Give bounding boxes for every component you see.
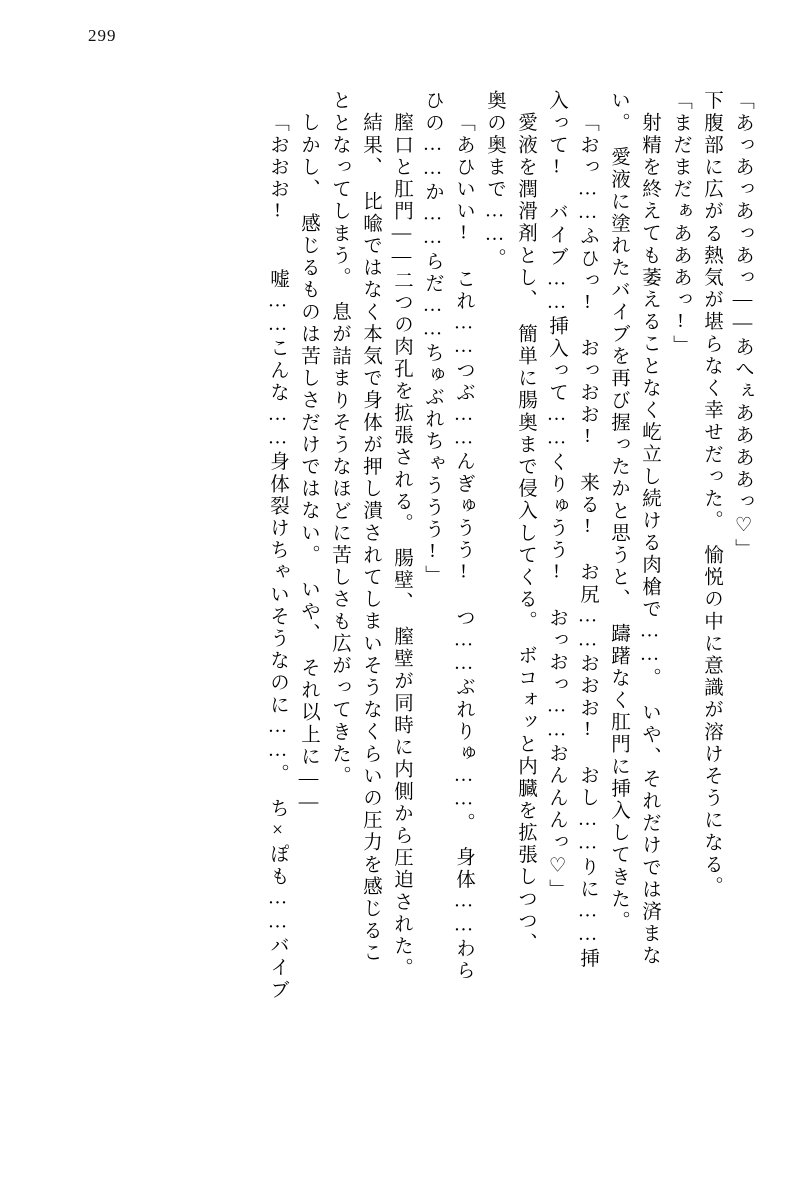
vertical-text-body bbox=[40, 90, 752, 1150]
text-line: ひの……か……らだ……ちゅぶれちゃううう!」 bbox=[422, 90, 443, 587]
text-line: 「まだまだぁあああっ!」 bbox=[670, 90, 691, 357]
text-line: 愛液を潤滑剤とし、 簡単に腸奥まで侵入してくる。 ボコォッと内臓を拡張しつつ、 bbox=[515, 112, 536, 955]
text-line: 「おっ……ふひっ! おっおお! 来る! お尻……おおお! おし……りに……挿 bbox=[577, 112, 598, 970]
text-line: 下腹部に広がる熱気が堪らなく幸せだった。 愉悦の中に意識が溶けそうになる。 bbox=[701, 90, 722, 898]
text-line: 奥の奥まで……。 bbox=[484, 90, 505, 270]
text-line: 射精を終えても萎えることなく屹立し続ける肉槍で……。 いや、それだけでは済まな bbox=[639, 112, 660, 968]
text-line: しかし、 感じるものは苦しさだけではない。 いや、 それ以上に―― bbox=[298, 112, 319, 816]
text-line: い。 愛液に塗れたバイブを再び握ったかと思うと、 躊躇なく肛門に挿入してきた。 bbox=[608, 90, 629, 933]
text-line: 「おおお! 嘘……こんな……身体裂けちゃいそうなのに……。 ち×ぽも……バイブ bbox=[267, 112, 288, 1002]
page-number: 299 bbox=[88, 26, 117, 45]
text-line: 「あっあっあっあっ――あへぇああああっ♡」 bbox=[732, 90, 753, 561]
text-line: 膣口と肛門――二つの肉孔を拡張される。 腸壁、 膣壁が同時に内側から圧迫された。 bbox=[391, 112, 412, 980]
text-line: 入って! バイブ……挿入って……くりゅうう! おっおっ……おんんんっ♡」 bbox=[546, 90, 567, 902]
text-line: 結果、 比喩ではなく本気で身体が押し潰されてしまいそうなくらいの圧力を感じるこ bbox=[360, 112, 381, 965]
text-line: ととなってしまう。 息が詰まりそうなほどに苦しさも広がってきた。 bbox=[329, 90, 350, 788]
text-line: 「あひいい! これ……つぶ……んぎゅうう! つ……ぶれりゅ……。 身体……わら bbox=[453, 112, 474, 983]
